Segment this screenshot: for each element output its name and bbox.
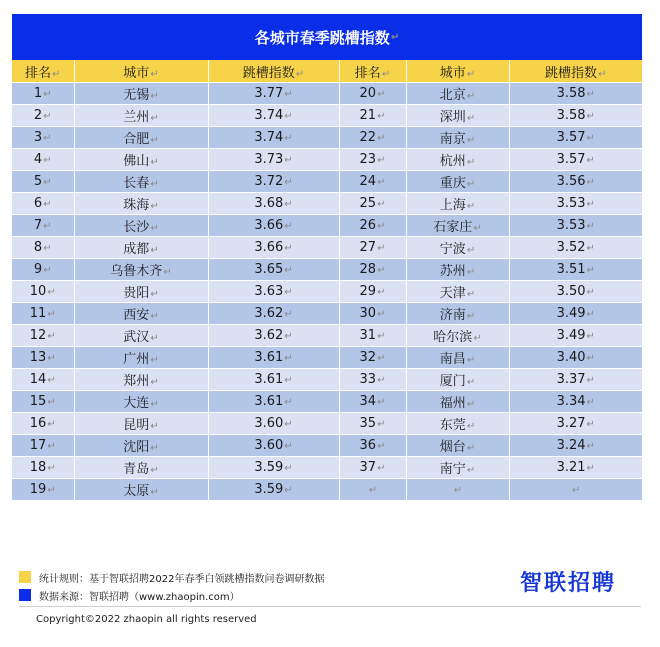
table-row bbox=[12, 303, 642, 325]
rank-cell: 22↵ bbox=[339, 127, 406, 149]
table-body bbox=[12, 83, 642, 501]
header-index: 跳槽指数↵ bbox=[208, 60, 339, 83]
table-title: 各城市春季跳槽指数 ↵ bbox=[12, 14, 642, 60]
city-cell: 合肥↵ bbox=[74, 127, 208, 149]
index-cell: 3.61↵ bbox=[208, 391, 339, 413]
index-cell: 3.59↵ bbox=[208, 457, 339, 479]
city-cell: 珠海↵ bbox=[74, 193, 208, 215]
index-cell: 3.68↵ bbox=[208, 193, 339, 215]
rank-cell: 25↵ bbox=[339, 193, 406, 215]
rank-cell: 37↵ bbox=[339, 457, 406, 479]
city-cell: 贵阳↵ bbox=[74, 281, 208, 303]
rank-cell: 9↵ bbox=[12, 259, 74, 281]
rank-cell: 36↵ bbox=[339, 435, 406, 457]
index-cell: 3.74↵ bbox=[208, 105, 339, 127]
index-cell: 3.53↵ bbox=[509, 193, 642, 215]
index-cell: 3.21↵ bbox=[509, 457, 642, 479]
table-row bbox=[12, 149, 642, 171]
rank-cell: ↵ bbox=[339, 479, 406, 501]
table-row bbox=[12, 281, 642, 303]
rank-cell: 20↵ bbox=[339, 83, 406, 105]
ranking-table-container bbox=[12, 14, 642, 501]
index-cell: 3.77↵ bbox=[208, 83, 339, 105]
city-cell: 太原↵ bbox=[74, 479, 208, 501]
index-cell: 3.50↵ bbox=[509, 281, 642, 303]
index-cell: ↵ bbox=[509, 479, 642, 501]
rank-cell: 30↵ bbox=[339, 303, 406, 325]
ranking-table bbox=[12, 60, 642, 501]
index-cell: 3.65↵ bbox=[208, 259, 339, 281]
rank-cell: 6↵ bbox=[12, 193, 74, 215]
city-cell: 乌鲁木齐↵ bbox=[74, 259, 208, 281]
rank-cell: 2↵ bbox=[12, 105, 74, 127]
city-cell: 上海↵ bbox=[406, 193, 509, 215]
index-cell: 3.57↵ bbox=[509, 149, 642, 171]
index-cell: 3.49↵ bbox=[509, 325, 642, 347]
city-cell: 东莞↵ bbox=[406, 413, 509, 435]
index-cell: 3.62↵ bbox=[208, 303, 339, 325]
rank-cell: 21↵ bbox=[339, 105, 406, 127]
index-cell: 3.74↵ bbox=[208, 127, 339, 149]
table-row bbox=[12, 457, 642, 479]
header-city: 城市↵ bbox=[406, 60, 509, 83]
legend bbox=[19, 568, 399, 604]
rank-cell: 32↵ bbox=[339, 347, 406, 369]
table-row bbox=[12, 127, 642, 149]
city-cell: 石家庄↵ bbox=[406, 215, 509, 237]
city-cell: 哈尔滨↵ bbox=[406, 325, 509, 347]
table-header-row bbox=[12, 60, 642, 83]
rank-cell: 28↵ bbox=[339, 259, 406, 281]
zhaopin-logo: 智联招聘 bbox=[520, 571, 617, 596]
index-cell: 3.49↵ bbox=[509, 303, 642, 325]
rank-cell: 27↵ bbox=[339, 237, 406, 259]
index-cell: 3.72↵ bbox=[208, 171, 339, 193]
legend-rule bbox=[19, 568, 399, 586]
rank-cell: 19↵ bbox=[12, 479, 74, 501]
index-cell: 3.61↵ bbox=[208, 369, 339, 391]
header-index: 跳槽指数↵ bbox=[509, 60, 642, 83]
rank-cell: 16↵ bbox=[12, 413, 74, 435]
index-cell: 3.60↵ bbox=[208, 435, 339, 457]
index-cell: 3.56↵ bbox=[509, 171, 642, 193]
rank-cell: 18↵ bbox=[12, 457, 74, 479]
rank-cell: 31↵ bbox=[339, 325, 406, 347]
index-cell: 3.63↵ bbox=[208, 281, 339, 303]
rank-cell: 7↵ bbox=[12, 215, 74, 237]
rank-cell: 35↵ bbox=[339, 413, 406, 435]
legend-swatch-blue bbox=[19, 589, 31, 601]
index-cell: 3.60↵ bbox=[208, 413, 339, 435]
legend-swatch-yellow bbox=[19, 571, 31, 583]
index-cell: 3.61↵ bbox=[208, 347, 339, 369]
rank-cell: 11↵ bbox=[12, 303, 74, 325]
city-cell: 大连↵ bbox=[74, 391, 208, 413]
legend-source-text: 数据来源：智联招聘（www.zhaopin.com） bbox=[39, 591, 240, 603]
index-cell: 3.66↵ bbox=[208, 215, 339, 237]
city-cell: 沈阳↵ bbox=[74, 435, 208, 457]
header-rank: 排名↵ bbox=[339, 60, 406, 83]
rank-cell: 17↵ bbox=[12, 435, 74, 457]
city-cell: 深圳↵ bbox=[406, 105, 509, 127]
rank-cell: 26↵ bbox=[339, 215, 406, 237]
city-cell: ↵ bbox=[406, 479, 509, 501]
rank-cell: 5↵ bbox=[12, 171, 74, 193]
city-cell: 长沙↵ bbox=[74, 215, 208, 237]
rank-cell: 23↵ bbox=[339, 149, 406, 171]
city-cell: 天津↵ bbox=[406, 281, 509, 303]
city-cell: 广州↵ bbox=[74, 347, 208, 369]
table-row bbox=[12, 391, 642, 413]
table-row bbox=[12, 193, 642, 215]
index-cell: 3.59↵ bbox=[208, 479, 339, 501]
header-rank: 排名↵ bbox=[12, 60, 74, 83]
city-cell: 南京↵ bbox=[406, 127, 509, 149]
rank-cell: 12↵ bbox=[12, 325, 74, 347]
copyright: Copyright©2022 zhaopin all rights reserved bbox=[36, 614, 257, 625]
table-row bbox=[12, 325, 642, 347]
legend-source bbox=[19, 586, 399, 604]
table-row bbox=[12, 479, 642, 501]
index-cell: 3.37↵ bbox=[509, 369, 642, 391]
table-row bbox=[12, 259, 642, 281]
city-cell: 西安↵ bbox=[74, 303, 208, 325]
table-row bbox=[12, 435, 642, 457]
city-cell: 宁波↵ bbox=[406, 237, 509, 259]
city-cell: 成都↵ bbox=[74, 237, 208, 259]
index-cell: 3.73↵ bbox=[208, 149, 339, 171]
index-cell: 3.27↵ bbox=[509, 413, 642, 435]
index-cell: 3.62↵ bbox=[208, 325, 339, 347]
rank-cell: 1↵ bbox=[12, 83, 74, 105]
rank-cell: 33↵ bbox=[339, 369, 406, 391]
city-cell: 兰州↵ bbox=[74, 105, 208, 127]
index-cell: 3.66↵ bbox=[208, 237, 339, 259]
divider bbox=[19, 606, 641, 607]
rank-cell: 29↵ bbox=[339, 281, 406, 303]
index-cell: 3.57↵ bbox=[509, 127, 642, 149]
rank-cell: 15↵ bbox=[12, 391, 74, 413]
rank-cell: 4↵ bbox=[12, 149, 74, 171]
city-cell: 昆明↵ bbox=[74, 413, 208, 435]
header-city: 城市↵ bbox=[74, 60, 208, 83]
paragraph-mark: ↵ bbox=[390, 31, 400, 43]
index-cell: 3.52↵ bbox=[509, 237, 642, 259]
city-cell: 烟台↵ bbox=[406, 435, 509, 457]
index-cell: 3.34↵ bbox=[509, 391, 642, 413]
city-cell: 北京↵ bbox=[406, 83, 509, 105]
table-row bbox=[12, 413, 642, 435]
city-cell: 济南↵ bbox=[406, 303, 509, 325]
city-cell: 武汉↵ bbox=[74, 325, 208, 347]
rank-cell: 13↵ bbox=[12, 347, 74, 369]
rank-cell: 24↵ bbox=[339, 171, 406, 193]
rank-cell: 34↵ bbox=[339, 391, 406, 413]
table-row bbox=[12, 237, 642, 259]
city-cell: 佛山↵ bbox=[74, 149, 208, 171]
index-cell: 3.51↵ bbox=[509, 259, 642, 281]
city-cell: 南昌↵ bbox=[406, 347, 509, 369]
rank-cell: 3↵ bbox=[12, 127, 74, 149]
table-row bbox=[12, 215, 642, 237]
index-cell: 3.40↵ bbox=[509, 347, 642, 369]
rank-cell: 8↵ bbox=[12, 237, 74, 259]
table-row bbox=[12, 347, 642, 369]
city-cell: 长春↵ bbox=[74, 171, 208, 193]
city-cell: 郑州↵ bbox=[74, 369, 208, 391]
city-cell: 杭州↵ bbox=[406, 149, 509, 171]
city-cell: 南宁↵ bbox=[406, 457, 509, 479]
index-cell: 3.58↵ bbox=[509, 105, 642, 127]
legend-rule-text: 统计规则：基于智联招聘2022年春季白领跳槽指数问卷调研数据 bbox=[39, 573, 325, 585]
table-row bbox=[12, 369, 642, 391]
rank-cell: 14↵ bbox=[12, 369, 74, 391]
table-row bbox=[12, 171, 642, 193]
city-cell: 重庆↵ bbox=[406, 171, 509, 193]
index-cell: 3.58↵ bbox=[509, 83, 642, 105]
city-cell: 福州↵ bbox=[406, 391, 509, 413]
city-cell: 无锡↵ bbox=[74, 83, 208, 105]
table-row bbox=[12, 83, 642, 105]
city-cell: 苏州↵ bbox=[406, 259, 509, 281]
rank-cell: 10↵ bbox=[12, 281, 74, 303]
city-cell: 青岛↵ bbox=[74, 457, 208, 479]
index-cell: 3.53↵ bbox=[509, 215, 642, 237]
table-row bbox=[12, 105, 642, 127]
index-cell: 3.24↵ bbox=[509, 435, 642, 457]
city-cell: 厦门↵ bbox=[406, 369, 509, 391]
